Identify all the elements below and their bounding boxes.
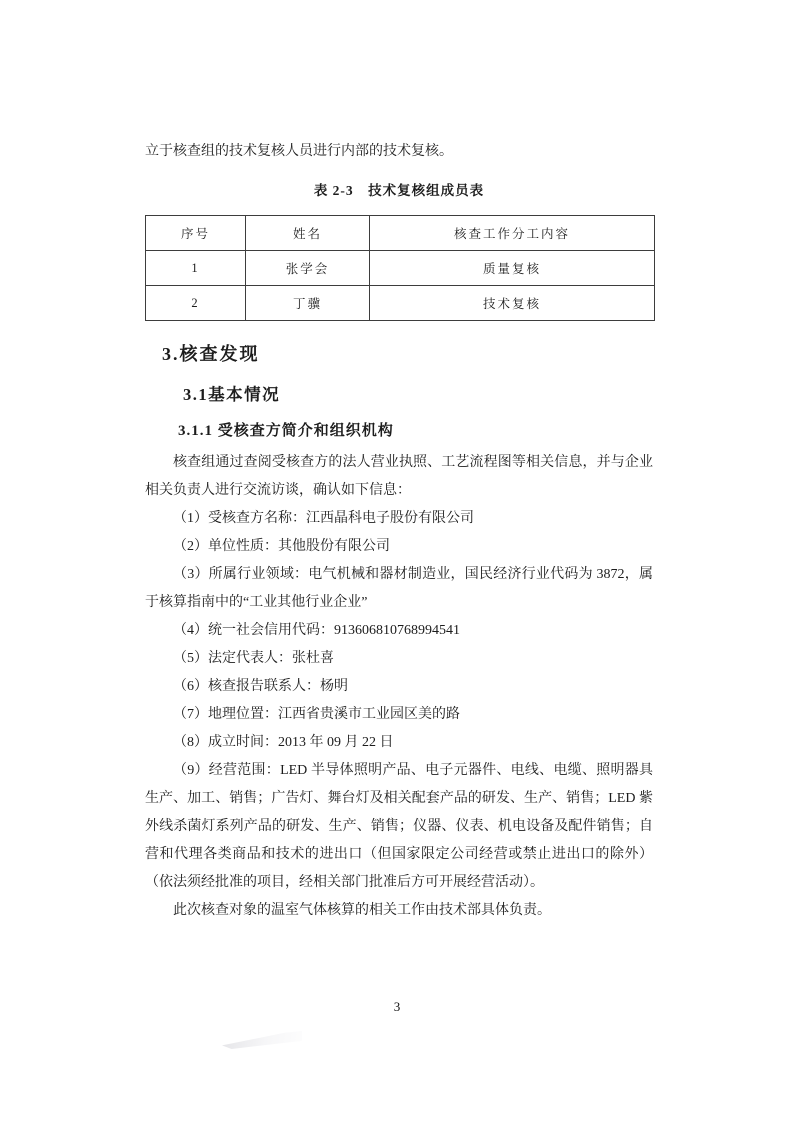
header-name: 姓名	[246, 216, 370, 251]
section-heading-3-1-1: 3.1.1 受核查方简介和组织机构	[178, 423, 394, 439]
table-caption: 表 2-3 技术复核组成员表	[313, 183, 485, 198]
cell-name: 张学会	[246, 251, 370, 286]
list-item-4: （4）统一社会信用代码：913606810768994541	[173, 623, 460, 638]
section-heading-3-1: 3.1基本情况	[183, 385, 281, 404]
technical-review-table	[145, 215, 655, 321]
paragraph-continuation: 立于核查组的技术复核人员进行内部的技术复核。	[145, 144, 453, 159]
cell-serial: 2	[146, 286, 246, 321]
scan-smudge	[222, 1031, 302, 1049]
list-item-7: （7）地理位置：江西省贵溪市工业园区美的路	[173, 707, 460, 722]
list-item-8: （8）成立时间：2013 年 09 月 22 日	[173, 735, 394, 750]
page-content	[145, 0, 653, 925]
cell-name: 丁骥	[246, 286, 370, 321]
list-item-5: （5）法定代表人：张杜喜	[173, 651, 334, 666]
table-row	[146, 251, 655, 286]
section-heading-3: 3.核查发现	[162, 344, 260, 364]
header-serial-number: 序号	[146, 216, 246, 251]
list-item-1: （1）受核查方名称：江西晶科电子股份有限公司	[173, 511, 474, 526]
table-header-row	[146, 216, 655, 251]
header-work-division: 核查工作分工内容	[370, 216, 655, 251]
page-number: 3	[393, 999, 401, 1014]
cell-division: 质量复核	[370, 251, 655, 286]
list-item-2: （2）单位性质：其他股份有限公司	[173, 539, 390, 554]
cell-division: 技术复核	[370, 286, 655, 321]
paragraph-intro: 核查组通过查阅受核查方的法人营业执照、工艺流程图等相关信息，并与企业相关负责人进行交流访谈，确认如下信息：	[145, 455, 653, 498]
cell-serial: 1	[146, 251, 246, 286]
paragraph-closing: 此次核查对象的温室气体核算的相关工作由技术部具体负责。	[173, 903, 551, 918]
list-item-9: （9）经营范围：LED 半导体照明产品、电子元器件、电线、电缆、照明器具生产、加工、销售；广告灯、舞台灯及相关配套产品的研发、生产、销售；LED 紫外线杀菌灯系列产品的研发、生产、销售；仪器、仪表、机电设备及配件销售；自营和代理各类商品和技术的进出口（但国家限定公司经营或禁止进出口的除外）（依法须经批准的项目，经相关部门批准后方可开展经营活动）。	[145, 763, 653, 890]
list-item-6: （6）核查报告联系人：杨明	[173, 679, 348, 694]
table-row	[146, 286, 655, 321]
list-item-3: （3）所属行业领域：电气机械和器材制造业，国民经济行业代码为 3872，属于核算指南中的“工业其他行业企业”	[145, 567, 653, 610]
